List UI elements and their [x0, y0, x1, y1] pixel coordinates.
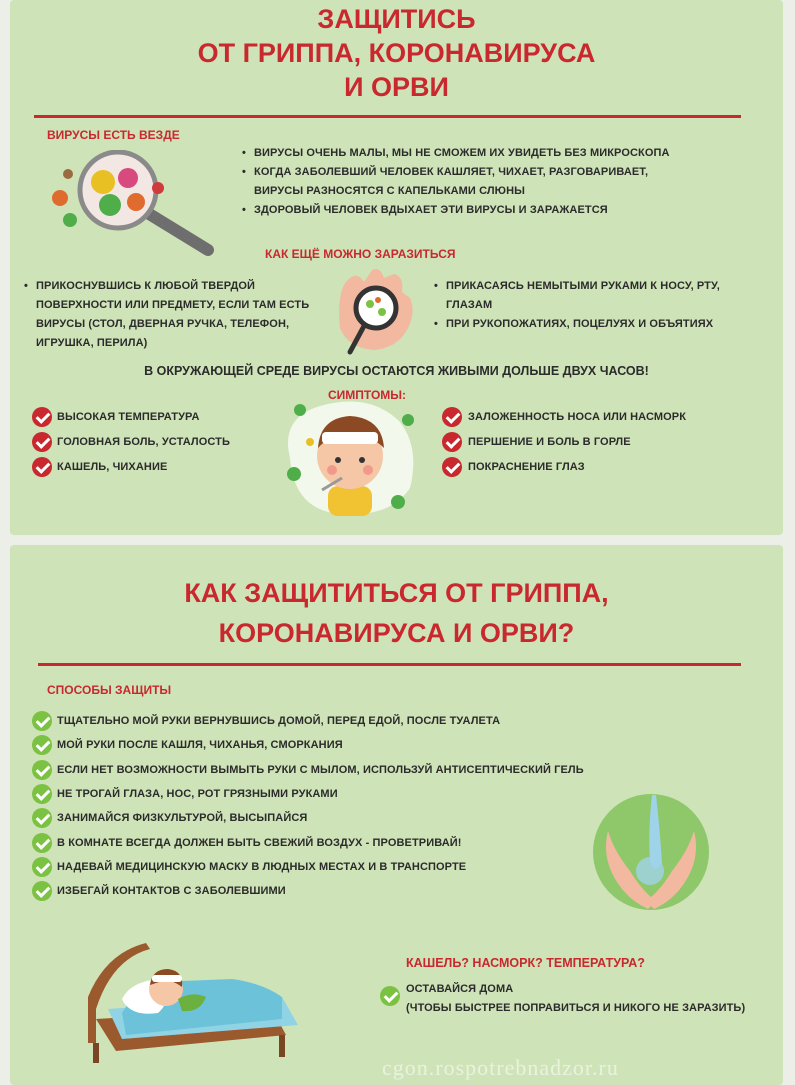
hand-magnifier-illustration [328, 268, 418, 358]
check-icon [32, 457, 52, 477]
method-item: В КОМНАТЕ ВСЕГДА ДОЛЖЕН БЫТЬ СВЕЖИЙ ВОЗДУХ - ПРОВЕТРИВАЙ! [57, 837, 462, 849]
sick-heading: КАШЕЛЬ? НАСМОРК? ТЕМПЕРАТУРА? [406, 956, 645, 970]
check-icon [32, 432, 52, 452]
environment-note: В ОКРУЖАЮЩЕЙ СРЕДЕ ВИРУСЫ ОСТАЮТСЯ ЖИВЫМИ ДОЛЬШЕ ДВУХ ЧАСОВ! [144, 364, 649, 378]
panel-title [10, 2, 783, 104]
title-divider [38, 663, 741, 666]
title-line-3: И ОРВИ [344, 72, 449, 102]
hand-washing-illustration [590, 791, 712, 913]
infection-right-list [434, 277, 754, 334]
infection-left-list [24, 277, 314, 353]
list-item: • ЗДОРОВЫЙ ЧЕЛОВЕК ВДЫХАЕТ ЭТИ ВИРУСЫ И ЗАРАЖАЕТСЯ [242, 201, 682, 220]
method-item: ЗАНИМАЙСЯ ФИЗКУЛЬТУРОЙ, ВЫСЫПАЙСЯ [57, 812, 308, 824]
viruses-heading: ВИРУСЫ ЕСТЬ ВЕЗДЕ [47, 128, 180, 142]
check-icon [32, 711, 52, 731]
list-item: • ВИРУСЫ ОЧЕНЬ МАЛЫ, МЫ НЕ СМОЖЕМ ИХ УВИДЕТЬ БЕЗ МИКРОСКОПА [242, 144, 682, 163]
list-item: • КОГДА ЗАБОЛЕВШИЙ ЧЕЛОВЕК КАШЛЯЕТ, ЧИХАЕТ, РАЗГОВАРИВАЕТ, ВИРУСЫ РАЗНОСЯТСЯ С КАПЕЛЬКАМИ СЛЮНЫ [242, 163, 682, 201]
title-line-2: КОРОНАВИРУСА И ОРВИ? [218, 618, 575, 648]
list-item: • ПРИ РУКОПОЖАТИЯХ, ПОЦЕЛУЯХ И ОБЪЯТИЯХ [434, 315, 754, 334]
symptom-item: КАШЕЛЬ, ЧИХАНИЕ [57, 461, 168, 473]
symptom-item: ПЕРШЕНИЕ И БОЛЬ В ГОРЛЕ [468, 436, 631, 448]
check-icon [32, 833, 52, 853]
stay-home-text: ОСТАВАЙСЯ ДОМА [406, 983, 514, 995]
infographic-panel-viruses [10, 0, 783, 535]
title-line-1: КАК ЗАЩИТИТЬСЯ ОТ ГРИППА, [184, 578, 609, 608]
sick-child-in-bed-illustration [82, 939, 312, 1071]
watermark: cgon.rospotrebnadzor.ru [382, 1055, 619, 1080]
title-divider [34, 115, 741, 118]
infographic-panel-protection [10, 545, 783, 1085]
method-item: ТЩАТЕЛЬНО МОЙ РУКИ ВЕРНУВШИСЬ ДОМОЙ, ПЕРЕД ЕДОЙ, ПОСЛЕ ТУАЛЕТА [57, 715, 501, 727]
check-icon [442, 407, 462, 427]
method-item: НЕ ТРОГАЙ ГЛАЗА, НОС, РОТ ГРЯЗНЫМИ РУКАМИ [57, 788, 338, 800]
check-icon [32, 857, 52, 877]
method-item: НАДЕВАЙ МЕДИЦИНСКУЮ МАСКУ В ЛЮДНЫХ МЕСТАХ И В ТРАНСПОРТЕ [57, 861, 467, 873]
list-item: • ПРИКОСНУВШИСЬ К ЛЮБОЙ ТВЕРДОЙ ПОВЕРХНОСТИ ИЛИ ПРЕДМЕТУ, ЕСЛИ ТАМ ЕСТЬ ВИРУСЫ (СТОЛ, ДВЕРНАЯ РУЧКА, ТЕЛЕФОН, ИГРУШКА, ПЕРИЛА) [24, 277, 314, 353]
viruses-list [242, 144, 682, 220]
check-icon [32, 407, 52, 427]
check-icon [32, 735, 52, 755]
symptoms-heading: СИМПТОМЫ: [328, 388, 407, 402]
methods-heading: СПОСОБЫ ЗАЩИТЫ [47, 683, 172, 697]
check-icon [32, 760, 52, 780]
symptom-item: ЗАЛОЖЕННОСТЬ НОСА ИЛИ НАСМОРК [468, 411, 687, 423]
sick-child-illustration [270, 398, 430, 524]
check-icon [442, 432, 462, 452]
method-item: ЕСЛИ НЕТ ВОЗМОЖНОСТИ ВЫМЫТЬ РУКИ С МЫЛОМ, ИСПОЛЬЗУЙ АНТИСЕПТИЧЕСКИЙ ГЕЛЬ [57, 764, 584, 776]
symptom-item: ГОЛОВНАЯ БОЛЬ, УСТАЛОСТЬ [57, 436, 230, 448]
panel-title [10, 573, 783, 653]
check-icon [32, 881, 52, 901]
check-icon [32, 784, 52, 804]
title-line-1: ЗАЩИТИСЬ [317, 4, 476, 34]
method-item: МОЙ РУКИ ПОСЛЕ КАШЛЯ, ЧИХАНЬЯ, СМОРКАНИЯ [57, 739, 343, 751]
method-item: ИЗБЕГАЙ КОНТАКТОВ С ЗАБОЛЕВШИМИ [57, 885, 286, 897]
magnifier-virus-illustration [48, 150, 228, 262]
check-icon [442, 457, 462, 477]
title-line-2: ОТ ГРИППА, КОРОНАВИРУСА [197, 38, 596, 68]
check-icon [32, 808, 52, 828]
symptom-item: ПОКРАСНЕНИЕ ГЛАЗ [468, 461, 585, 473]
list-item: • ПРИКАСАЯСЬ НЕМЫТЫМИ РУКАМИ К НОСУ, РТУ, ГЛАЗАМ [434, 277, 754, 315]
symptom-item: ВЫСОКАЯ ТЕМПЕРАТУРА [57, 411, 200, 423]
stay-home-note: (ЧТОБЫ БЫСТРЕЕ ПОПРАВИТЬСЯ И НИКОГО НЕ ЗАРАЗИТЬ) [406, 1002, 746, 1014]
check-icon [380, 986, 400, 1006]
infection-heading: КАК ЕЩЁ МОЖНО ЗАРАЗИТЬСЯ [265, 247, 456, 261]
